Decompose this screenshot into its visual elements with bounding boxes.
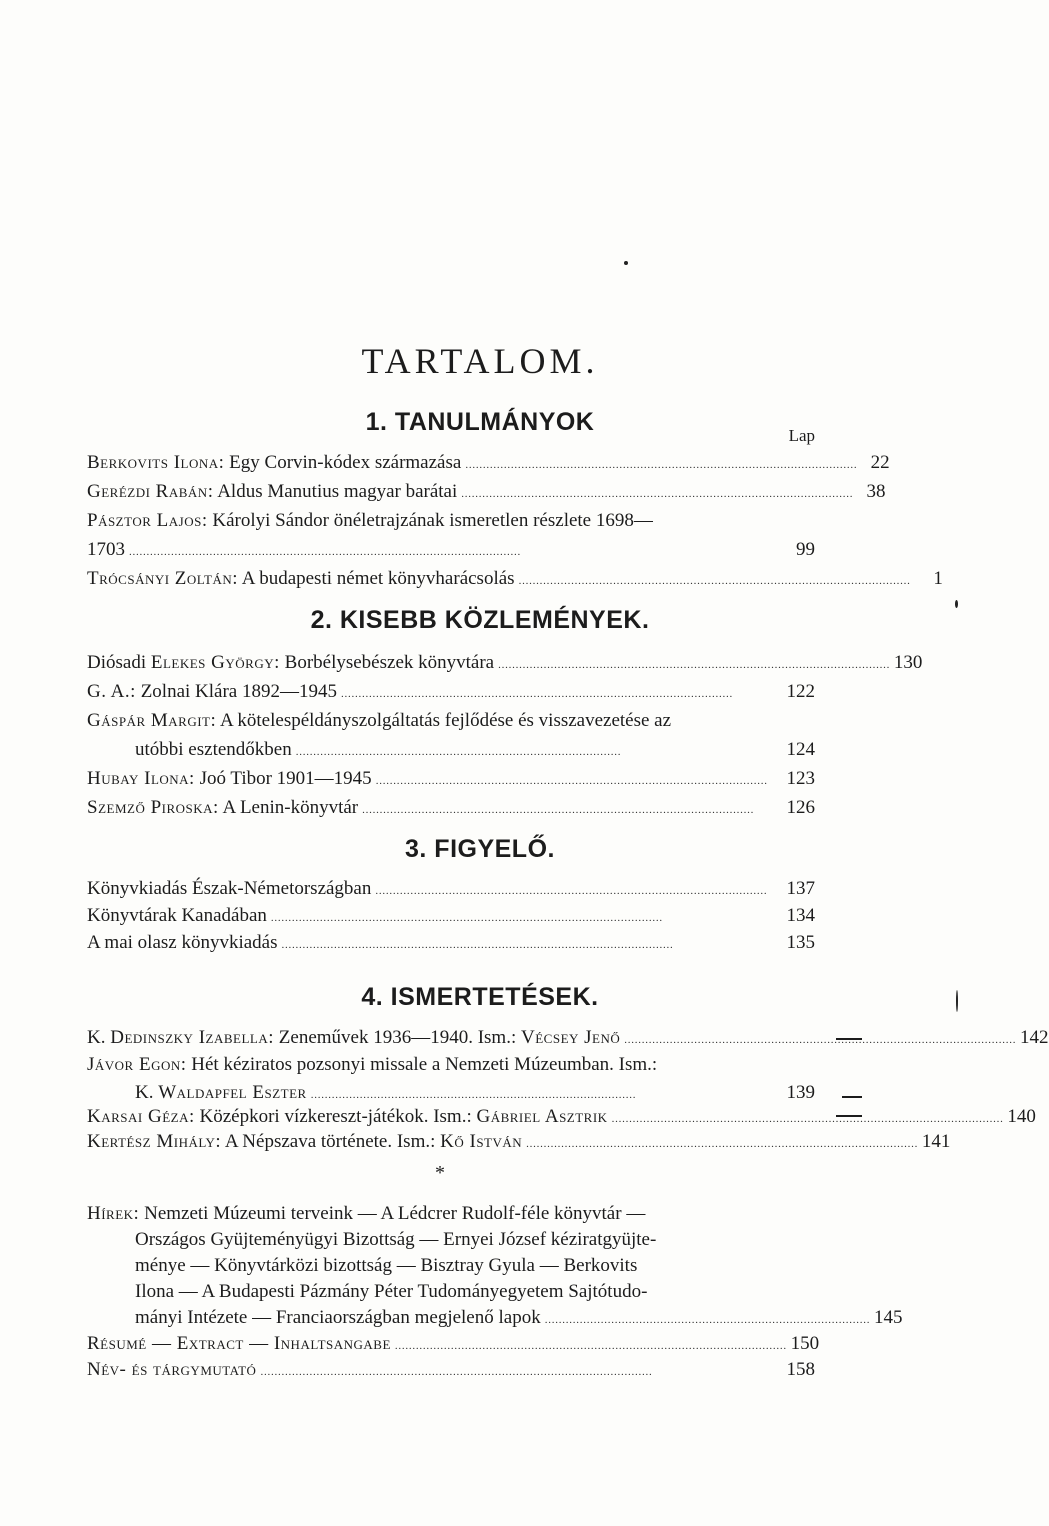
entry-title: A kötelespéldányszolgáltatás fejlődése és visszavezetése az — [219, 710, 672, 731]
entry-page-number: 141 — [921, 1131, 951, 1152]
entry-author: Trócsányi Zoltán: — [87, 568, 239, 589]
entry-page-number: 124 — [786, 739, 815, 760]
dot-leader — [129, 537, 781, 565]
entry-author: Jávor Egon: — [87, 1054, 187, 1075]
entry-page-number: 130 — [893, 652, 923, 673]
entry-title: Károlyi Sándor önéletrajzának ismeretlen részlete 1698— — [212, 510, 653, 531]
dot-leader — [461, 479, 851, 507]
margin-mark — [836, 1115, 862, 1117]
news-line: Nemzeti Múzeumi terveink — A Lédcrer Rudolf-féle könyvtár — — [144, 1203, 646, 1224]
news-line: ménye — Könyvtárközi bizottság — Bisztray Gyula — Berkovits — [135, 1255, 638, 1276]
toc-entry[interactable] — [87, 766, 815, 792]
entry-title: Zolnai Klára 1892—1945 — [140, 681, 337, 702]
toc-entry[interactable] — [87, 1025, 1049, 1051]
entry-page-number: 135 — [786, 932, 815, 953]
entry-author: Dedinszky Izabella: — [110, 1027, 275, 1048]
entry-title-continued: utóbbi esztendőkben — [135, 739, 292, 760]
dot-leader — [612, 1104, 1002, 1132]
entry-page-number: 134 — [786, 905, 815, 926]
dot-leader — [282, 930, 782, 958]
entry-title: A Népszava története. Ism.: — [224, 1131, 436, 1152]
news-line: Ilona — A Budapesti Pázmány Péter Tudományegyetem Sajtótudo- — [135, 1281, 648, 1302]
entry-author: Berkovits Ilona: — [87, 452, 225, 473]
entry-reviewer: Vécsey Jenő — [521, 1027, 621, 1048]
entry-author: Elekes György: — [150, 652, 280, 673]
entry-author: Szemző Piroska: — [87, 797, 219, 818]
entry-author: G. A.: — [87, 681, 136, 702]
entry-title: Joó Tibor 1901—1945 — [199, 768, 372, 789]
entry-title: Hét kéziratos pozsonyi missale a Nemzeti Múzeumban. Ism.: — [191, 1054, 658, 1075]
toc-entry[interactable] — [87, 650, 923, 676]
entry-title: Név- és tárgymutató — [87, 1359, 257, 1380]
toc-entry[interactable] — [87, 876, 815, 902]
toc-entry[interactable] — [87, 795, 815, 821]
entry-page-number: 22 — [870, 452, 890, 473]
entry-prefix: K. — [87, 1027, 106, 1048]
news-line: mányi Intézete — Franciaországban megjelenő lapok — [135, 1307, 541, 1328]
dot-leader — [624, 1025, 1014, 1053]
section-heading-tanulmanyok: 1. TANULMÁNYOK — [365, 408, 595, 436]
dot-leader — [271, 903, 781, 931]
entry-title: A mai olasz könyvkiadás — [87, 932, 278, 953]
entry-title: Résumé — Extract — Inhaltsangabe — [87, 1333, 391, 1354]
scan-speck — [624, 261, 628, 265]
toc-entry[interactable] — [87, 508, 815, 563]
toc-entry[interactable] — [87, 1331, 820, 1357]
entry-author: Hubay Ilona: — [87, 768, 195, 789]
entry-title: Egy Corvin-kódex származása — [229, 452, 462, 473]
page-title: TARTALOM. — [361, 341, 599, 381]
entry-title: A budapesti német könyvharácsolás — [241, 568, 515, 589]
dot-leader — [375, 876, 781, 904]
dot-leader — [395, 1331, 785, 1359]
dot-leader — [296, 737, 781, 765]
toc-entry[interactable] — [87, 566, 943, 592]
entry-reviewer: Kő István — [440, 1131, 523, 1152]
toc-entry[interactable] — [87, 1104, 1036, 1130]
toc-entry[interactable] — [87, 930, 815, 956]
entry-prefix: K. — [135, 1082, 154, 1103]
dot-leader — [526, 1129, 916, 1157]
entry-page-number: 145 — [873, 1307, 903, 1328]
entry-author: Gerézdi Rabán: — [87, 481, 214, 502]
toc-entry[interactable] — [87, 679, 815, 705]
margin-mark — [836, 1038, 862, 1040]
entry-page-number: 126 — [786, 797, 815, 818]
entry-page-number: 140 — [1007, 1106, 1036, 1127]
entry-author: Pásztor Lajos: — [87, 510, 208, 531]
toc-entry[interactable] — [87, 450, 890, 476]
entry-page-number: 122 — [786, 681, 815, 702]
dot-leader — [519, 566, 909, 594]
section-heading-ismertetesek: 4. ISMERTETÉSEK. — [361, 983, 599, 1011]
entry-page-number: 139 — [786, 1082, 815, 1103]
entry-page-number: 38 — [866, 481, 886, 502]
toc-entry-news[interactable] — [87, 1201, 903, 1331]
entry-title: Könyvtárak Kanadában — [87, 905, 267, 926]
entry-author-prefix: Diósadi — [87, 652, 147, 673]
dot-leader — [376, 766, 781, 794]
section-heading-figyelo: 3. FIGYELŐ. — [405, 835, 555, 863]
section-separator: * — [435, 1162, 445, 1184]
entry-title: A Lenin-könyvtár — [222, 797, 359, 818]
margin-mark — [842, 1096, 862, 1098]
entry-title: Könyvkiadás Észak-Németországban — [87, 878, 372, 899]
news-label: Hírek: — [87, 1203, 140, 1224]
scan-speck — [956, 990, 958, 1012]
entry-page-number: 158 — [786, 1359, 815, 1380]
dot-leader — [260, 1357, 781, 1385]
entry-page-number: 142 — [1020, 1027, 1049, 1048]
entry-title-continued: 1703 — [87, 539, 125, 560]
dot-leader — [545, 1305, 869, 1333]
entry-page-number: 137 — [786, 878, 815, 899]
toc-entry[interactable] — [87, 903, 815, 929]
dot-leader — [498, 650, 888, 678]
dot-leader — [362, 795, 781, 823]
entry-title: Zeneművek 1936—1940. Ism.: — [278, 1027, 517, 1048]
entry-page-number: 99 — [796, 539, 815, 560]
entry-author: Karsai Géza: — [87, 1106, 195, 1127]
entry-author: Kertész Mihály: — [87, 1131, 222, 1152]
entry-reviewer: Waldapfel Eszter — [158, 1082, 307, 1103]
dot-leader — [465, 450, 855, 478]
section-heading-kisebb-kozlemenyek: 2. KISEBB KÖZLEMÉNYEK. — [310, 606, 650, 634]
scan-speck — [955, 600, 958, 608]
toc-entry[interactable] — [87, 1052, 815, 1106]
toc-entry[interactable] — [87, 479, 886, 505]
toc-entry[interactable] — [87, 1129, 951, 1155]
entry-title: Középkori vízkereszt-játékok. Ism.: — [199, 1106, 472, 1127]
entry-page-number: 123 — [786, 768, 815, 789]
entry-author: Gáspár Margit: — [87, 710, 217, 731]
dot-leader — [341, 679, 781, 707]
entry-page-number: 1 — [933, 568, 943, 589]
toc-entry[interactable] — [87, 708, 815, 763]
toc-entry[interactable] — [87, 1357, 815, 1383]
entry-title: Borbélysebészek könyvtára — [284, 652, 495, 673]
entry-reviewer: Gábriel Asztrik — [476, 1106, 608, 1127]
news-line: Országos Gyüjteményügyi Bizottság — Ernyei József kéziratgyüjte- — [135, 1229, 657, 1250]
entry-title: Aldus Manutius magyar barátai — [217, 481, 458, 502]
entry-page-number: 150 — [790, 1333, 820, 1354]
page-column-label: Lap — [788, 426, 815, 445]
